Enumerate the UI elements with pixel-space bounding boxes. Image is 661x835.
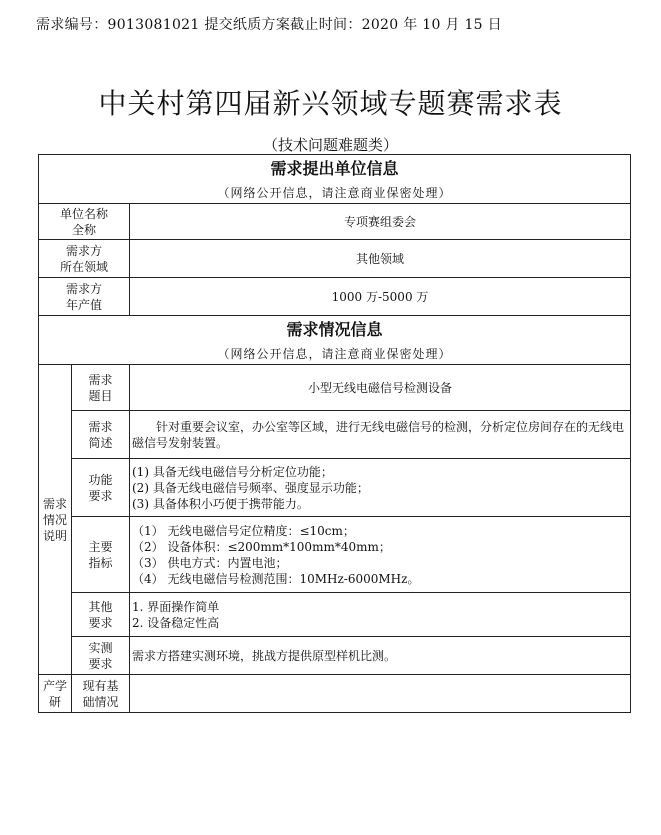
value-functions: [130, 459, 631, 517]
other-item: 2. 设备稳定性高: [132, 615, 220, 630]
other-item: 1. 界面操作简单: [132, 599, 220, 614]
value-other: [130, 593, 631, 637]
row-unit-name: [39, 204, 631, 240]
label-output: 需求方 年产值: [39, 278, 130, 316]
value-unit-name: 专项赛组委会: [130, 204, 631, 240]
label-field: 需求方 所在领域: [39, 240, 130, 278]
row-output: [39, 278, 631, 316]
section-title-applicant: 需求提出单位信息: [39, 155, 631, 184]
requirement-form-table: [38, 154, 631, 713]
label-unit-name: 单位名称 全称: [39, 204, 130, 240]
row-topic: [39, 365, 631, 411]
function-item: (3) 具备体积小巧便于携带能力。: [132, 496, 309, 511]
label-test: 实测 要求: [72, 637, 130, 675]
label-topic: 需求 题目: [72, 365, 130, 411]
section-title-requirement: 需求情况信息: [39, 316, 631, 345]
value-indicators: [130, 517, 631, 593]
document-subtitle: （技术问题难题类）: [262, 136, 398, 154]
value-output: 1000 万-5000 万: [130, 278, 631, 316]
label-functions: 功能 要求: [72, 459, 130, 517]
function-item: (2) 具备无线电磁信号频率、强度显示功能；: [132, 480, 369, 495]
section-note-requirement: （网络公开信息，请注意商业保密处理）: [39, 344, 631, 365]
function-item: (1) 具备无线电磁信号分析定位功能；: [132, 464, 333, 479]
label-indicators: 主要 指标: [72, 517, 130, 593]
row-field: [39, 240, 631, 278]
row-industry-research: [39, 675, 631, 713]
side-label-industry-research: 产学 研: [39, 675, 72, 713]
value-test: 需求方搭建实测环境，挑战方提供原型样机比测。: [130, 637, 631, 675]
requirement-number-line: 需求编号：9013081021 提交纸质方案截止时间：2020 年 10 月 15 日: [36, 17, 502, 33]
side-label-requirement-details: 需求 情况 说明: [39, 365, 72, 675]
row-functions: [39, 459, 631, 517]
row-summary: [39, 411, 631, 459]
label-existing-basis: 现有基 础情况: [72, 675, 130, 713]
indicator-item: （1） 无线电磁信号定位精度：≤10cm；: [132, 523, 355, 538]
label-summary: 需求 简述: [72, 411, 130, 459]
row-indicators: [39, 517, 631, 593]
section-note-applicant: （网络公开信息，请注意商业保密处理）: [39, 183, 631, 204]
value-summary: 针对重要会议室，办公室等区域，进行无线电磁信号的检测，分析定位房间存在的无线电磁信号发射装置。: [130, 411, 631, 459]
indicator-item: （2） 设备体积：≤200mm*100mm*40mm；: [132, 539, 391, 554]
label-other: 其他 要求: [72, 593, 130, 637]
indicator-item: （4） 无线电磁信号检测范围：10MHz-6000MHz。: [132, 571, 420, 586]
row-other: [39, 593, 631, 637]
document-title: 中关村第四届新兴领域专题赛需求表: [98, 87, 563, 120]
value-existing-basis: [130, 675, 631, 713]
row-test: [39, 637, 631, 675]
indicator-item: （3） 供电方式：内置电池；: [132, 555, 288, 570]
value-field: 其他领域: [130, 240, 631, 278]
value-topic: 小型无线电磁信号检测设备: [130, 365, 631, 411]
